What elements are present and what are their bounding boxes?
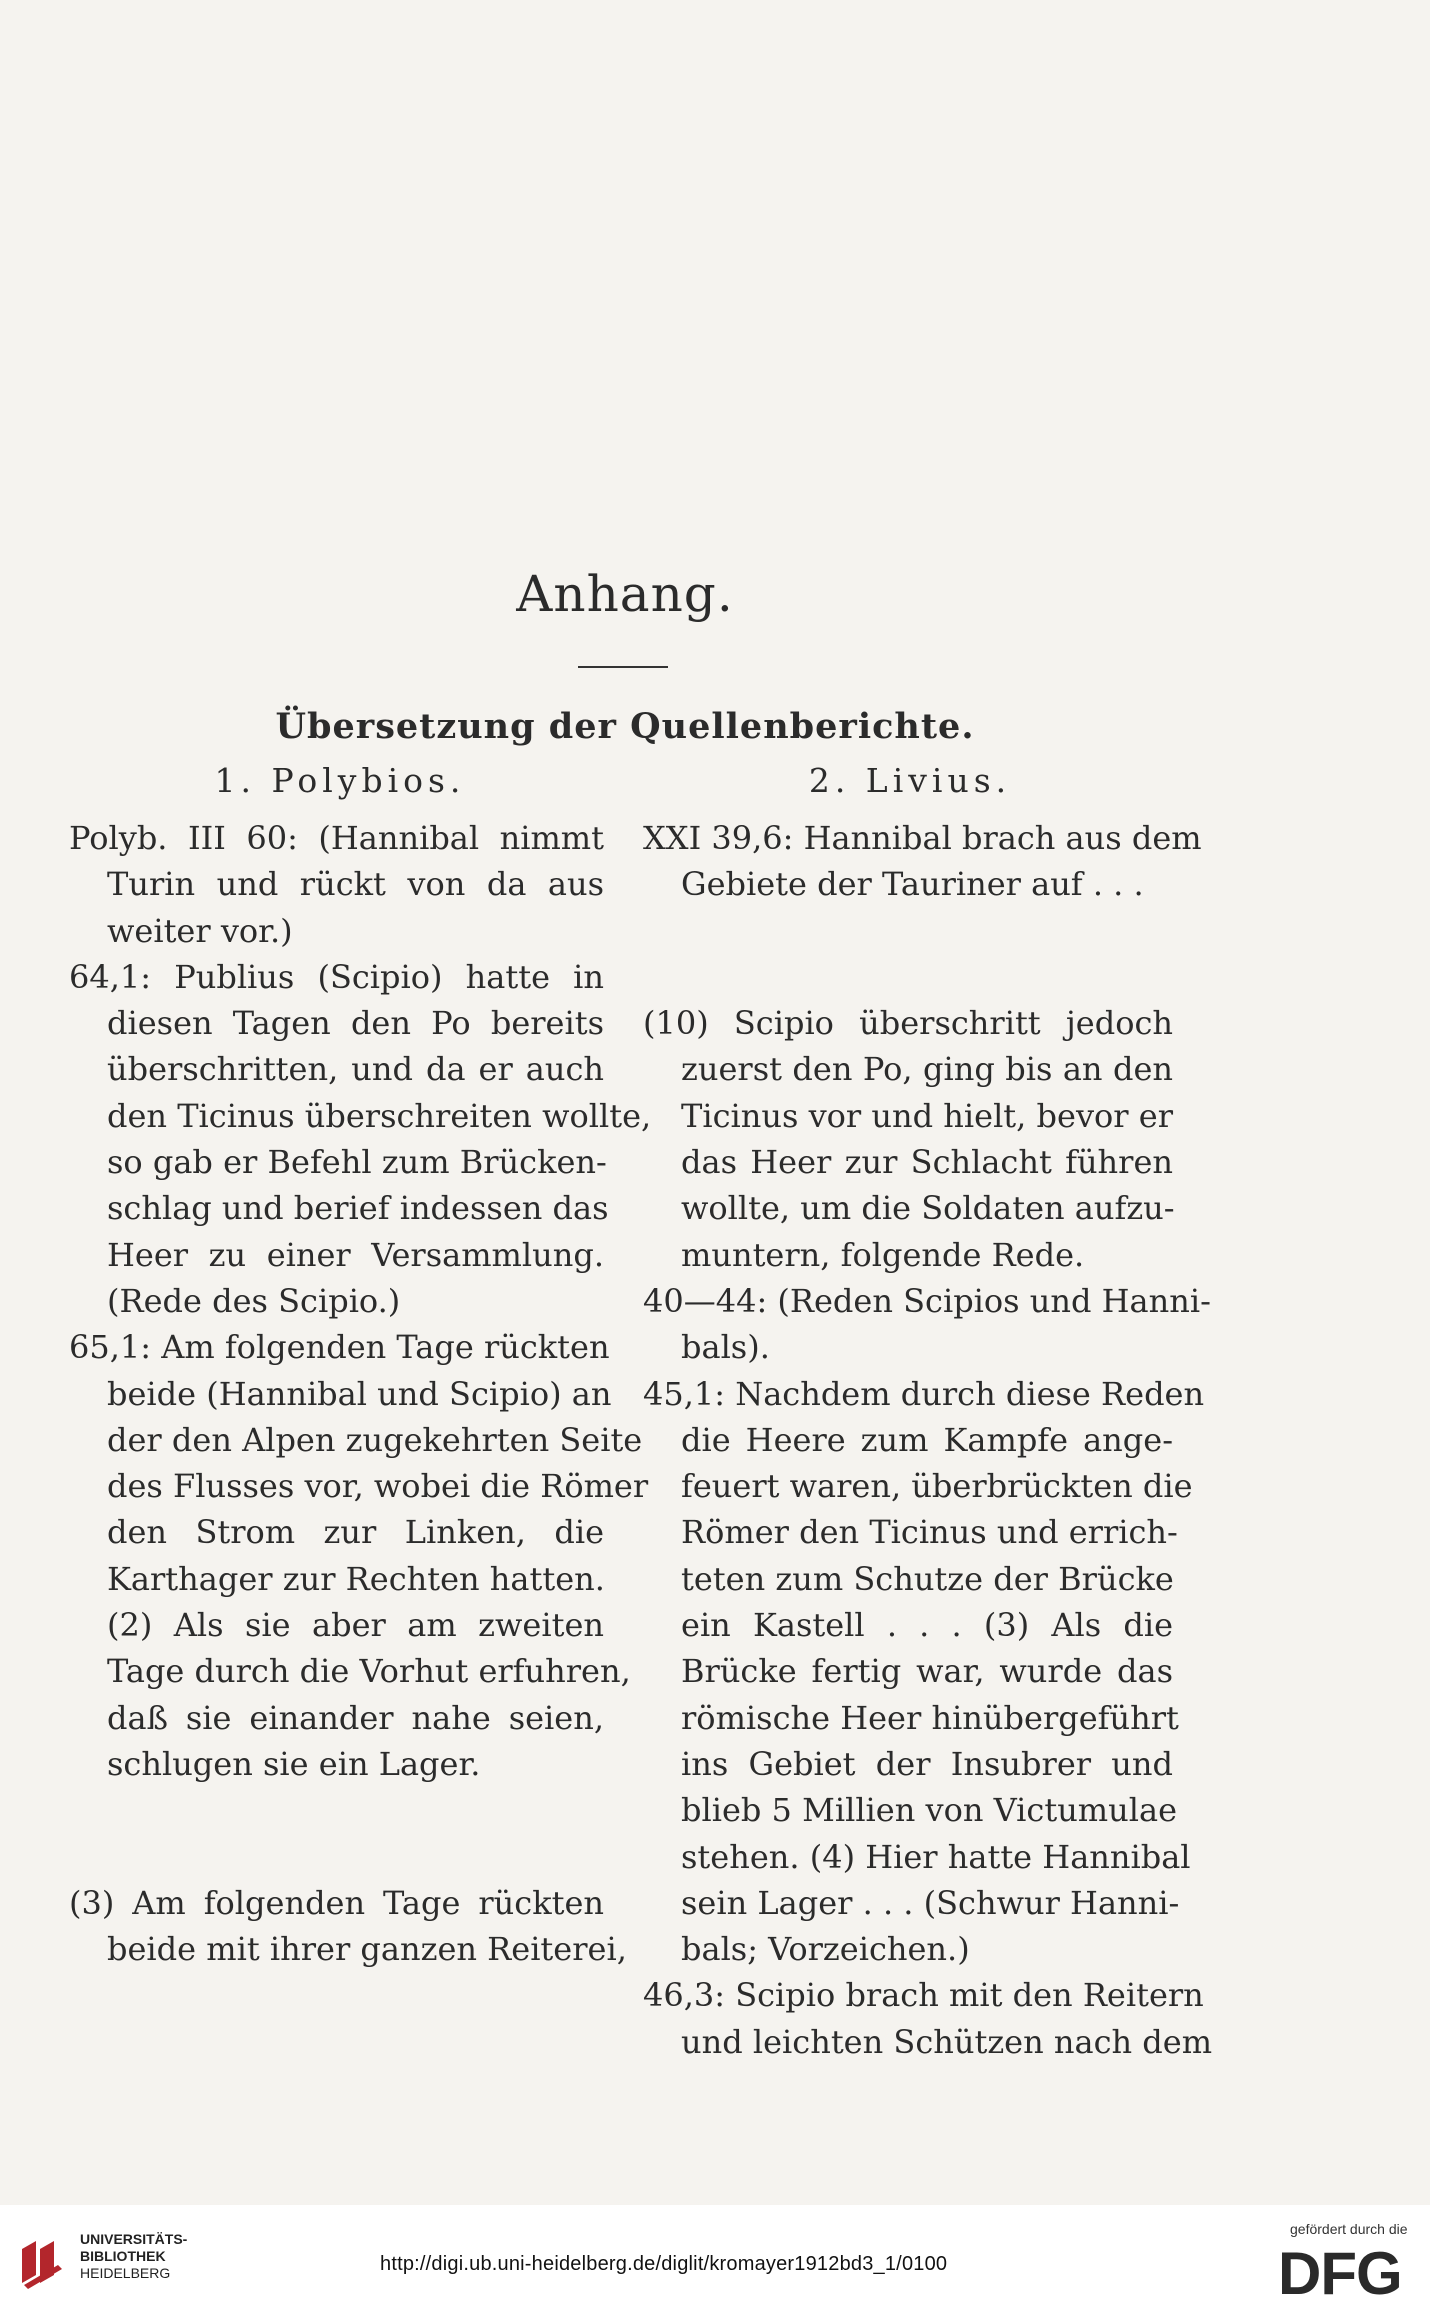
text-line: (Rede des Scipio.) bbox=[107, 1281, 401, 1320]
text-line: beide mit ihrer ganzen Reiterei, bbox=[107, 1930, 627, 1969]
left-entry bbox=[69, 954, 652, 1324]
digitization-footer bbox=[0, 2205, 1430, 2310]
text-line: des Flusses vor, wobei die Römer bbox=[107, 1467, 649, 1506]
right-column-livius bbox=[643, 815, 1213, 2065]
text-line: das Heer zur Schlacht führen bbox=[681, 1143, 1173, 1182]
text-line: muntern, folgende Rede. bbox=[681, 1235, 1085, 1274]
page-title: Anhang. bbox=[516, 565, 734, 623]
dfg-logo: DFG bbox=[1278, 2240, 1402, 2307]
right-column-heading: 2. Livius. bbox=[808, 761, 1012, 800]
text-line: 40—44: (Reden Scipios und Hanni- bbox=[643, 1281, 1211, 1320]
text-line: teten zum Schutze der Brücke bbox=[681, 1559, 1174, 1598]
text-line: 46,3: Scipio brach mit den Reitern bbox=[643, 1976, 1204, 2015]
title-divider bbox=[578, 666, 668, 668]
blank-gap bbox=[69, 1787, 604, 1880]
text-line: Karthager zur Rechten hatten. bbox=[107, 1559, 605, 1598]
blank-gap bbox=[643, 908, 1173, 1001]
text-line: beide (Hannibal und Scipio) an bbox=[107, 1374, 612, 1413]
text-line: Heer zu einer Versammlung. bbox=[107, 1235, 604, 1274]
text-line: Polyb. III 60: (Hannibal nimmt bbox=[69, 819, 604, 857]
left-column-polybios bbox=[69, 815, 652, 1972]
text-line: feuert waren, überbrückten die bbox=[681, 1467, 1193, 1506]
text-line: (2) Als sie aber am zweiten bbox=[107, 1606, 604, 1645]
text-line: ins Gebiet der Insubrer und bbox=[681, 1744, 1173, 1783]
left-entry bbox=[69, 815, 604, 954]
text-line: Tage durch die Vorhut erfuhren, bbox=[107, 1652, 631, 1691]
text-line: ein Kastell . . . (3) Als die bbox=[681, 1606, 1173, 1645]
text-line: (3) Am folgenden Tage rückten bbox=[69, 1883, 604, 1922]
library-name-line3: HEIDELBERG bbox=[80, 2265, 171, 2281]
text-line: sein Lager . . . (Schwur Hanni- bbox=[681, 1883, 1180, 1922]
text-line: zuerst den Po, ging bis an den bbox=[681, 1050, 1173, 1089]
text-line: 45,1: Nachdem durch diese Reden bbox=[643, 1374, 1205, 1413]
text-line: diesen Tagen den Po bereits bbox=[107, 1004, 604, 1043]
text-line: (10) Scipio überschritt jedoch bbox=[643, 1004, 1173, 1043]
text-line: stehen. (4) Hier hatte Hannibal bbox=[681, 1837, 1191, 1876]
library-name-line2: BIBLIOTHEK bbox=[80, 2248, 166, 2264]
text-line: überschritten, und da er auch bbox=[107, 1050, 604, 1089]
text-line: den Ticinus überschreiten wollte, bbox=[107, 1096, 652, 1135]
left-entry bbox=[69, 1880, 627, 1973]
right-entry bbox=[643, 815, 1202, 908]
left-entry bbox=[69, 1324, 649, 1787]
text-line: Brücke fertig war, wurde das bbox=[681, 1652, 1173, 1691]
text-line: so gab er Befehl zum Brücken- bbox=[107, 1143, 607, 1182]
text-line: XXI 39,6: Hannibal brach aus dem bbox=[643, 819, 1202, 857]
right-entry bbox=[643, 1000, 1173, 1278]
text-line: schlugen sie ein Lager. bbox=[107, 1744, 481, 1783]
text-line: daß sie einander nahe seien, bbox=[107, 1698, 604, 1737]
text-line: 64,1: Publius (Scipio) hatte in bbox=[69, 957, 604, 996]
text-line: Römer den Ticinus und errich- bbox=[681, 1513, 1178, 1552]
text-line: Gebiete der Tauriner auf . . . bbox=[681, 865, 1144, 904]
text-line: Turin und rückt von da aus bbox=[107, 865, 604, 904]
section-subtitle: Übersetzung der Quellenberichte. bbox=[275, 706, 975, 747]
right-entry bbox=[643, 1972, 1213, 2065]
right-entry bbox=[643, 1278, 1211, 1371]
text-line: bals; Vorzeichen.) bbox=[681, 1930, 970, 1969]
text-line: weiter vor.) bbox=[107, 911, 293, 950]
text-line: und leichten Schützen nach dem bbox=[681, 2022, 1213, 2061]
library-name bbox=[80, 2231, 187, 2282]
text-line: den Strom zur Linken, die bbox=[107, 1513, 604, 1552]
permalink-url[interactable]: http://digi.ub.uni-heidelberg.de/diglit/kromayer1912bd3_1/0100 bbox=[380, 2253, 948, 2275]
text-line: bals). bbox=[681, 1328, 770, 1367]
text-line: 65,1: Am folgenden Tage rückten bbox=[69, 1328, 610, 1367]
text-line: der den Alpen zugekehrten Seite bbox=[107, 1420, 643, 1459]
text-line: die Heere zum Kampfe ange- bbox=[681, 1420, 1173, 1459]
library-name-line1: UNIVERSITÄTS- bbox=[80, 2231, 188, 2247]
text-line: wollte, um die Soldaten aufzu- bbox=[681, 1189, 1175, 1228]
library-logo-icon bbox=[14, 2235, 70, 2291]
left-column-heading: 1. Polybios. bbox=[214, 761, 466, 800]
text-line: römische Heer hinübergeführt bbox=[681, 1698, 1179, 1737]
text-line: Ticinus vor und hielt, bevor er bbox=[681, 1096, 1173, 1135]
right-entry bbox=[643, 1371, 1205, 1973]
funding-label: gefördert durch die bbox=[1290, 2221, 1408, 2237]
text-line: blieb 5 Millien von Victumulae bbox=[681, 1791, 1177, 1830]
text-line: schlag und berief indessen das bbox=[107, 1189, 609, 1228]
